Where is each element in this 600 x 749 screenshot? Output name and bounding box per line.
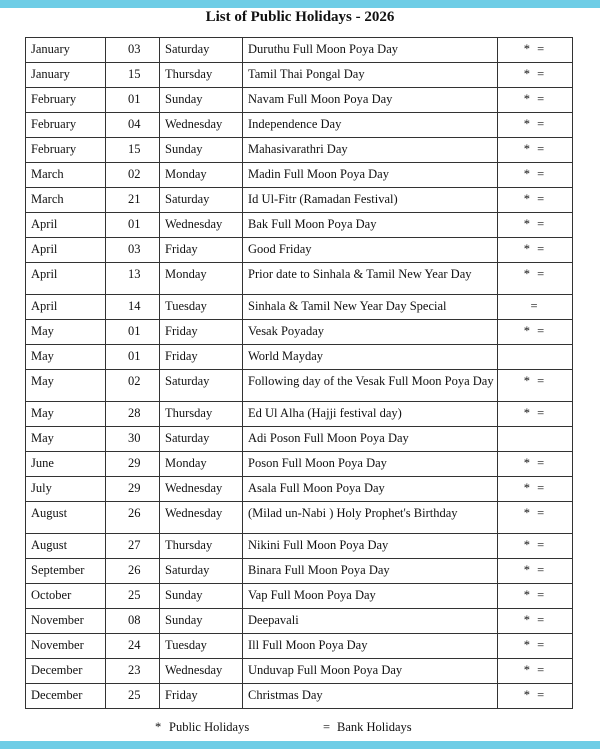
cell-date: 02 (106, 370, 160, 402)
table-row (26, 634, 573, 659)
cell-date: 28 (106, 402, 160, 427)
cell-day: Friday (160, 238, 243, 263)
cell-day: Wednesday (160, 659, 243, 684)
cell-holiday-name: Bak Full Moon Poya Day (243, 213, 498, 238)
cell-month: March (26, 163, 106, 188)
cell-holiday-name: Id Ul-Fitr (Ramadan Festival) (243, 188, 498, 213)
table-row (26, 559, 573, 584)
cell-month: September (26, 559, 106, 584)
table-row (26, 370, 573, 402)
page-title: List of Public Holidays - 2026 (205, 9, 395, 25)
cell-holiday-name: Mahasivarathri Day (243, 138, 498, 163)
cell-date: 21 (106, 188, 160, 213)
cell-day: Saturday (160, 370, 243, 402)
cell-date: 25 (106, 684, 160, 709)
cell-day: Saturday (160, 559, 243, 584)
cell-day: Friday (160, 345, 243, 370)
cell-holiday-name: Deepavali (243, 609, 498, 634)
cell-holiday-name: Ill Full Moon Poya Day (243, 634, 498, 659)
cell-holiday-name: Duruthu Full Moon Poya Day (243, 38, 498, 63)
cell-month: December (26, 659, 106, 684)
cell-date: 30 (106, 427, 160, 452)
cell-holiday-type: * = (498, 502, 573, 534)
cell-day: Thursday (160, 534, 243, 559)
cell-holiday-type: * = (498, 534, 573, 559)
cell-holiday-name: Navam Full Moon Poya Day (243, 88, 498, 113)
legend-public-symbol: * (155, 720, 162, 734)
cell-day: Friday (160, 320, 243, 345)
cell-holiday-type (498, 427, 573, 452)
cell-holiday-name: Vesak Poyaday (243, 320, 498, 345)
cell-holiday-type: * = (498, 370, 573, 402)
cell-date: 25 (106, 584, 160, 609)
cell-month: July (26, 477, 106, 502)
cell-date: 04 (106, 113, 160, 138)
cell-holiday-name: (Milad un-Nabi ) Holy Prophet's Birthday (243, 502, 498, 534)
cell-holiday-type: * = (498, 584, 573, 609)
cell-date: 26 (106, 559, 160, 584)
cell-month: August (26, 502, 106, 534)
cell-month: October (26, 584, 106, 609)
cell-date: 02 (106, 163, 160, 188)
cell-date: 23 (106, 659, 160, 684)
cell-month: April (26, 295, 106, 320)
table-row (26, 452, 573, 477)
cell-date: 01 (106, 345, 160, 370)
table-row (26, 188, 573, 213)
table-row (26, 238, 573, 263)
legend-public-label: Public Holidays (169, 720, 250, 734)
table-row (26, 213, 573, 238)
cell-holiday-type: * = (498, 402, 573, 427)
cell-day: Tuesday (160, 295, 243, 320)
cell-holiday-name: Adi Poson Full Moon Poya Day (243, 427, 498, 452)
cell-date: 24 (106, 634, 160, 659)
cell-date: 08 (106, 609, 160, 634)
table-row (26, 163, 573, 188)
cell-date: 29 (106, 452, 160, 477)
table-row (26, 427, 573, 452)
cell-month: November (26, 634, 106, 659)
cell-day: Saturday (160, 188, 243, 213)
cell-month: April (26, 213, 106, 238)
table-row (26, 534, 573, 559)
cell-date: 15 (106, 138, 160, 163)
cell-holiday-name: Asala Full Moon Poya Day (243, 477, 498, 502)
table-row (26, 659, 573, 684)
table-row (26, 402, 573, 427)
cell-holiday-type (498, 345, 573, 370)
table-row (26, 684, 573, 709)
cell-month: December (26, 684, 106, 709)
table-row (26, 263, 573, 295)
cell-holiday-name: Binara Full Moon Poya Day (243, 559, 498, 584)
cell-day: Friday (160, 684, 243, 709)
table-row (26, 63, 573, 88)
cell-holiday-name: Unduvap Full Moon Poya Day (243, 659, 498, 684)
cell-date: 29 (106, 477, 160, 502)
cell-date: 14 (106, 295, 160, 320)
cell-day: Thursday (160, 402, 243, 427)
cell-month: June (26, 452, 106, 477)
cell-holiday-name: Poson Full Moon Poya Day (243, 452, 498, 477)
cell-holiday-type: * = (498, 684, 573, 709)
legend-bank-label: Bank Holidays (337, 720, 412, 734)
cell-month: January (26, 38, 106, 63)
cell-date: 01 (106, 88, 160, 113)
cell-month: February (26, 113, 106, 138)
cell-date: 15 (106, 63, 160, 88)
cell-month: November (26, 609, 106, 634)
cell-holiday-type: * = (498, 88, 573, 113)
table-row (26, 88, 573, 113)
cell-holiday-type: * = (498, 609, 573, 634)
legend-bank-symbol: = (323, 720, 331, 734)
table-row (26, 477, 573, 502)
cell-day: Monday (160, 452, 243, 477)
cell-holiday-type: * = (498, 634, 573, 659)
cell-day: Wednesday (160, 502, 243, 534)
legend-public (155, 719, 249, 735)
cell-month: March (26, 188, 106, 213)
cell-date: 03 (106, 38, 160, 63)
cell-holiday-name: Nikini Full Moon Poya Day (243, 534, 498, 559)
cell-holiday-type: * = (498, 38, 573, 63)
cell-holiday-type: * = (498, 113, 573, 138)
cell-date: 01 (106, 320, 160, 345)
legend-bank (323, 719, 412, 735)
cell-day: Monday (160, 263, 243, 295)
cell-holiday-type: * = (498, 188, 573, 213)
cell-day: Wednesday (160, 477, 243, 502)
cell-month: May (26, 345, 106, 370)
table-row (26, 502, 573, 534)
top-color-band (0, 0, 600, 8)
holiday-table (25, 37, 573, 709)
table-row (26, 138, 573, 163)
cell-holiday-name: Ed Ul Alha (Hajji festival day) (243, 402, 498, 427)
cell-holiday-type: * = (498, 63, 573, 88)
cell-holiday-type: * = (498, 477, 573, 502)
cell-holiday-type: * = (498, 238, 573, 263)
cell-holiday-type: * = (498, 163, 573, 188)
cell-month: May (26, 370, 106, 402)
cell-holiday-name: Good Friday (243, 238, 498, 263)
cell-day: Sunday (160, 138, 243, 163)
cell-day: Sunday (160, 88, 243, 113)
cell-holiday-name: World Mayday (243, 345, 498, 370)
cell-holiday-type: * = (498, 138, 573, 163)
cell-holiday-name: Christmas Day (243, 684, 498, 709)
cell-month: January (26, 63, 106, 88)
cell-holiday-name: Tamil Thai Pongal Day (243, 63, 498, 88)
cell-day: Thursday (160, 63, 243, 88)
cell-holiday-type: * = (498, 263, 573, 295)
cell-holiday-name: Madin Full Moon Poya Day (243, 163, 498, 188)
cell-holiday-name: Prior date to Sinhala & Tamil New Year Day (243, 263, 498, 295)
cell-holiday-type: * = (498, 452, 573, 477)
cell-day: Saturday (160, 38, 243, 63)
cell-holiday-type: * = (498, 213, 573, 238)
table-row (26, 320, 573, 345)
cell-day: Sunday (160, 609, 243, 634)
table-row (26, 295, 573, 320)
cell-month: February (26, 88, 106, 113)
cell-date: 27 (106, 534, 160, 559)
cell-month: May (26, 320, 106, 345)
table-row (26, 38, 573, 63)
table-row (26, 345, 573, 370)
cell-date: 13 (106, 263, 160, 295)
cell-day: Sunday (160, 584, 243, 609)
table-row (26, 609, 573, 634)
cell-month: April (26, 238, 106, 263)
cell-holiday-type: * = (498, 659, 573, 684)
cell-month: May (26, 427, 106, 452)
cell-holiday-name: Following day of the Vesak Full Moon Poya Day (243, 370, 498, 402)
cell-day: Saturday (160, 427, 243, 452)
cell-date: 26 (106, 502, 160, 534)
holiday-table-body (26, 38, 573, 709)
cell-month: February (26, 138, 106, 163)
cell-holiday-type: * = (498, 559, 573, 584)
cell-date: 01 (106, 213, 160, 238)
cell-holiday-type: = (498, 295, 573, 320)
cell-month: August (26, 534, 106, 559)
table-row (26, 113, 573, 138)
cell-date: 03 (106, 238, 160, 263)
cell-holiday-name: Vap Full Moon Poya Day (243, 584, 498, 609)
cell-day: Monday (160, 163, 243, 188)
cell-holiday-name: Independence Day (243, 113, 498, 138)
cell-day: Wednesday (160, 213, 243, 238)
cell-day: Wednesday (160, 113, 243, 138)
cell-holiday-name: Sinhala & Tamil New Year Day Special (243, 295, 498, 320)
cell-month: May (26, 402, 106, 427)
cell-month: April (26, 263, 106, 295)
table-row (26, 584, 573, 609)
cell-holiday-type: * = (498, 320, 573, 345)
bottom-color-band (0, 741, 600, 749)
cell-day: Tuesday (160, 634, 243, 659)
